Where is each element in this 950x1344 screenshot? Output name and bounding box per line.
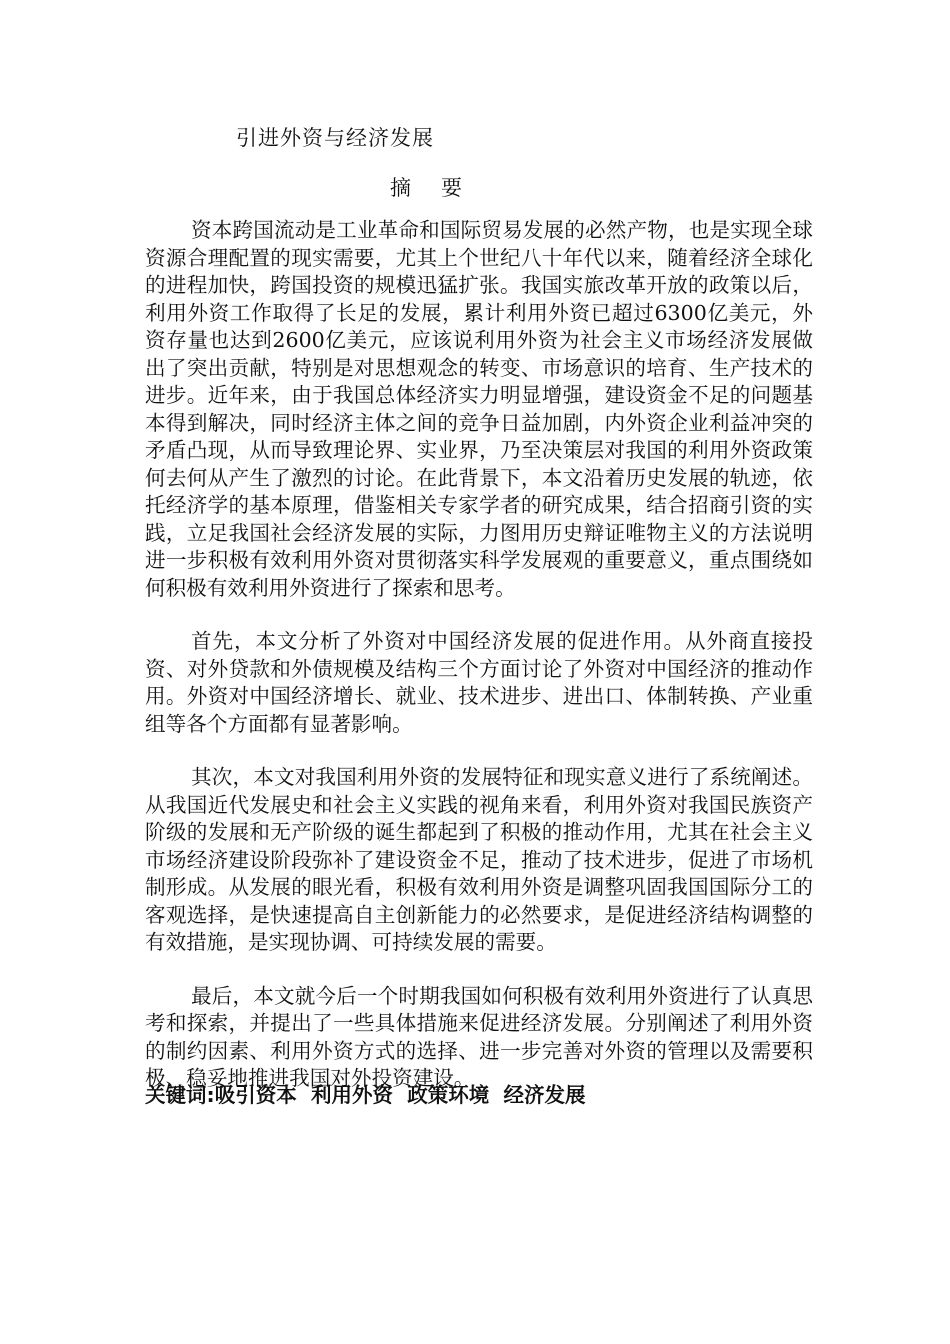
abstract-paragraph-2: 首先，本文分析了外资对中国经济发展的促进作用。从外商直接投资、对外贷款和外债规模及结构三个方面讨论了外资对中国经济的推动作用。外资对中国经济增长、就业、技术进步、进出口、体制转换、产业重组等各个方面都有显著影响。 — [145, 629, 813, 736]
keywords-line: 关键词:吸引资本 利用外资 政策环境 经济发展 — [145, 1083, 586, 1107]
abstract-heading-char-1: 摘 — [390, 176, 411, 200]
abstract-paragraph-4: 最后，本文就今后一个时期我国如何积极有效利用外资进行了认真思考和探索，并提出了一些具体措施来促进经济发展。分别阐述了利用外资的制约因素、利用外资方式的选择、进一步完善对外资的管理以及需要积极、稳妥地推进我国对外投资建设。 — [145, 983, 813, 1090]
document-title: 引进外资与经济发展 — [236, 126, 434, 150]
abstract-body — [145, 217, 813, 1119]
abstract-heading — [390, 172, 462, 202]
abstract-paragraph-1: 资本跨国流动是工业革命和国际贸易发展的必然产物，也是实现全球资源合理配置的现实需要，尤其上个世纪八十年代以来，随着经济全球化的进程加快，跨国投资的规模迅猛扩张。我国实旅改革开放的政策以后，利用外资工作取得了长足的发展，累计利用外资已超过6300亿美元，外资存量也达到2600亿美元，应该说利用外资为社会主义市场经济发展做出了突出贡献，特别是对思想观念的转变、市场意识的培育、生产技术的进步。近年来，由于我国总体经济实力明显增强，建设资金不足的问题基本得到解决，同时经济主体之间的竞争日益加剧，内外资企业利益冲突的矛盾凸现，从而导致理论界、实业界，乃至决策层对我国的利用外资政策何去何从产生了激烈的讨论。在此背景下，本文沿着历史发展的轨迹，依托经济学的基本原理，借鉴相关专家学者的研究成果，结合招商引资的实践，立足我国社会经济发展的实际，力图用历史辩证唯物主义的方法说明进一步积极有效利用外资对贯彻落实科学发展观的重要意义，重点围绕如何积极有效利用外资进行了探索和思考。 — [145, 218, 813, 600]
abstract-heading-char-2: 要 — [441, 176, 462, 200]
abstract-paragraph-3: 其次，本文对我国利用外资的发展特征和现实意义进行了系统阐述。从我国近代发展史和社会主义实践的视角来看，利用外资对我国民族资产阶级的发展和无产阶级的诞生都起到了积极的推动作用，尤其在社会主义市场经济建设阶段弥补了建设资金不足，推动了技术进步，促进了市场机制形成。从发展的眼光看，积极有效利用外资是调整巩固我国国际分工的客观选择，是快速提高自主创新能力的必然要求，是促进经济结构调整的有效措施，是实现协调、可持续发展的需要。 — [145, 765, 813, 954]
